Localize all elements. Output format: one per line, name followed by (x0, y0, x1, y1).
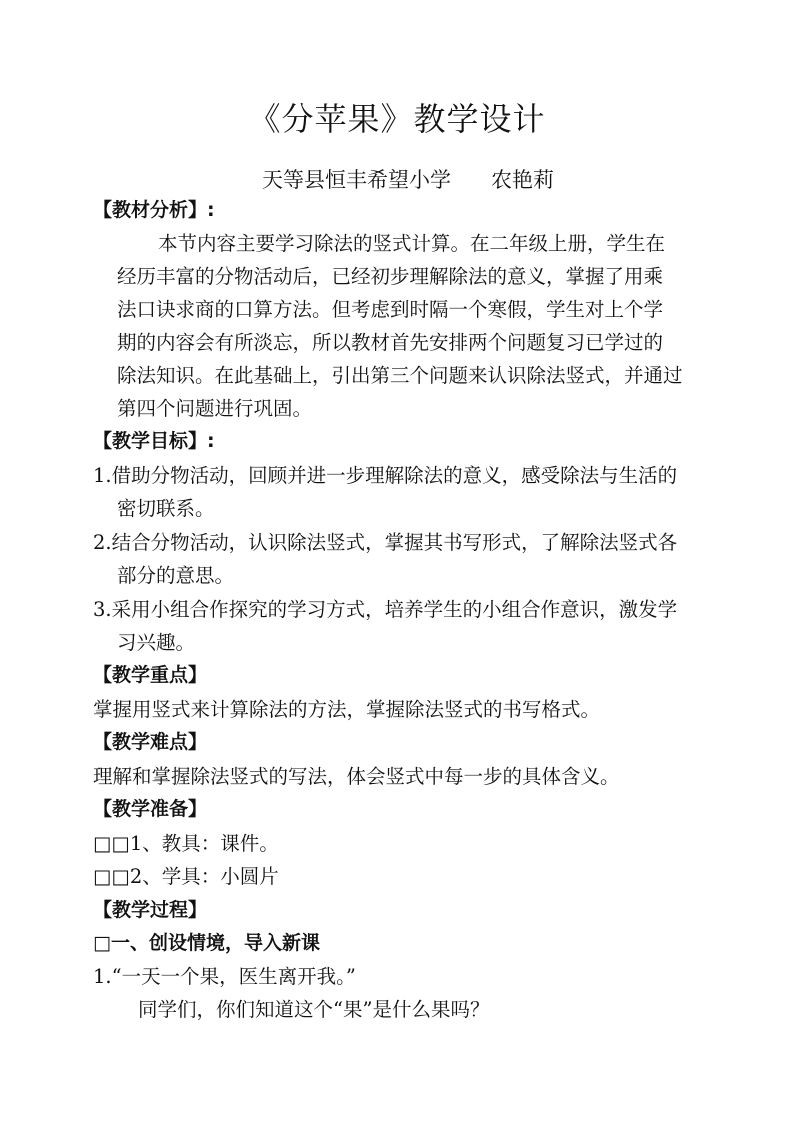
author-line: 天等县恒丰希望小学 农艳莉 (262, 168, 555, 192)
section-heading-analysis: 【教材分析】: (93, 199, 215, 221)
process-subheading: □一、创设情境，导入新课 (93, 932, 320, 954)
paragraph-line: 本节内容主要学习除法的竖式计算。在二年级上册，学生在 (158, 232, 666, 255)
paragraph-line: 法口诀求商的口算方法。但考虑到时隔一个寒假，学生对上个学 (117, 298, 664, 321)
process-line: 1.“一天一个果，医生离开我。” (93, 965, 356, 988)
document-title: 《分苹果》教学设计 (248, 100, 546, 138)
goal-line: 部分的意思。 (117, 564, 235, 587)
section-heading-process: 【教学过程】 (93, 899, 208, 921)
process-line: 同学们，你们知道这个“果”是什么果吗？ (138, 998, 490, 1021)
paragraph-line: 期的内容会有所淡忘，所以教材首先安排两个问题复习已学过的 (117, 331, 664, 354)
goal-line: 3.采用小组合作探究的学习方式，培养学生的小组合作意识，激发学 (93, 598, 678, 621)
section-heading-key: 【教学重点】 (93, 664, 208, 686)
section-heading-goals: 【教学目标】: (93, 430, 215, 452)
prep-line: □□1、教具：课件。 (93, 832, 279, 855)
goal-line: 习兴趣。 (117, 631, 196, 654)
goal-line: 密切联系。 (117, 497, 215, 520)
key-point-line: 掌握用竖式来计算除法的方法，掌握除法竖式的书写格式。 (93, 698, 601, 721)
section-heading-prep: 【教学准备】 (93, 798, 208, 820)
goal-line: 1.借助分物活动，回顾并进一步理解除法的意义，感受除法与生活的 (93, 464, 678, 487)
paragraph-line: 第四个问题进行巩固。 (117, 397, 313, 420)
difficulty-line: 理解和掌握除法竖式的写法，体会竖式中每一步的具体含义。 (93, 765, 620, 788)
goal-line: 2.结合分物活动，认识除法竖式，掌握其书写形式，了解除法竖式各 (93, 531, 678, 554)
prep-line: □□2、学具：小圆片 (93, 865, 279, 888)
paragraph-line: 经历丰富的分物活动后，已经初步理解除法的意义，掌握了用乘 (117, 265, 664, 288)
section-heading-difficulty: 【教学难点】 (93, 731, 208, 753)
paragraph-line: 除法知识。在此基础上，引出第三个问题来认识除法竖式，并通过 (117, 364, 683, 387)
